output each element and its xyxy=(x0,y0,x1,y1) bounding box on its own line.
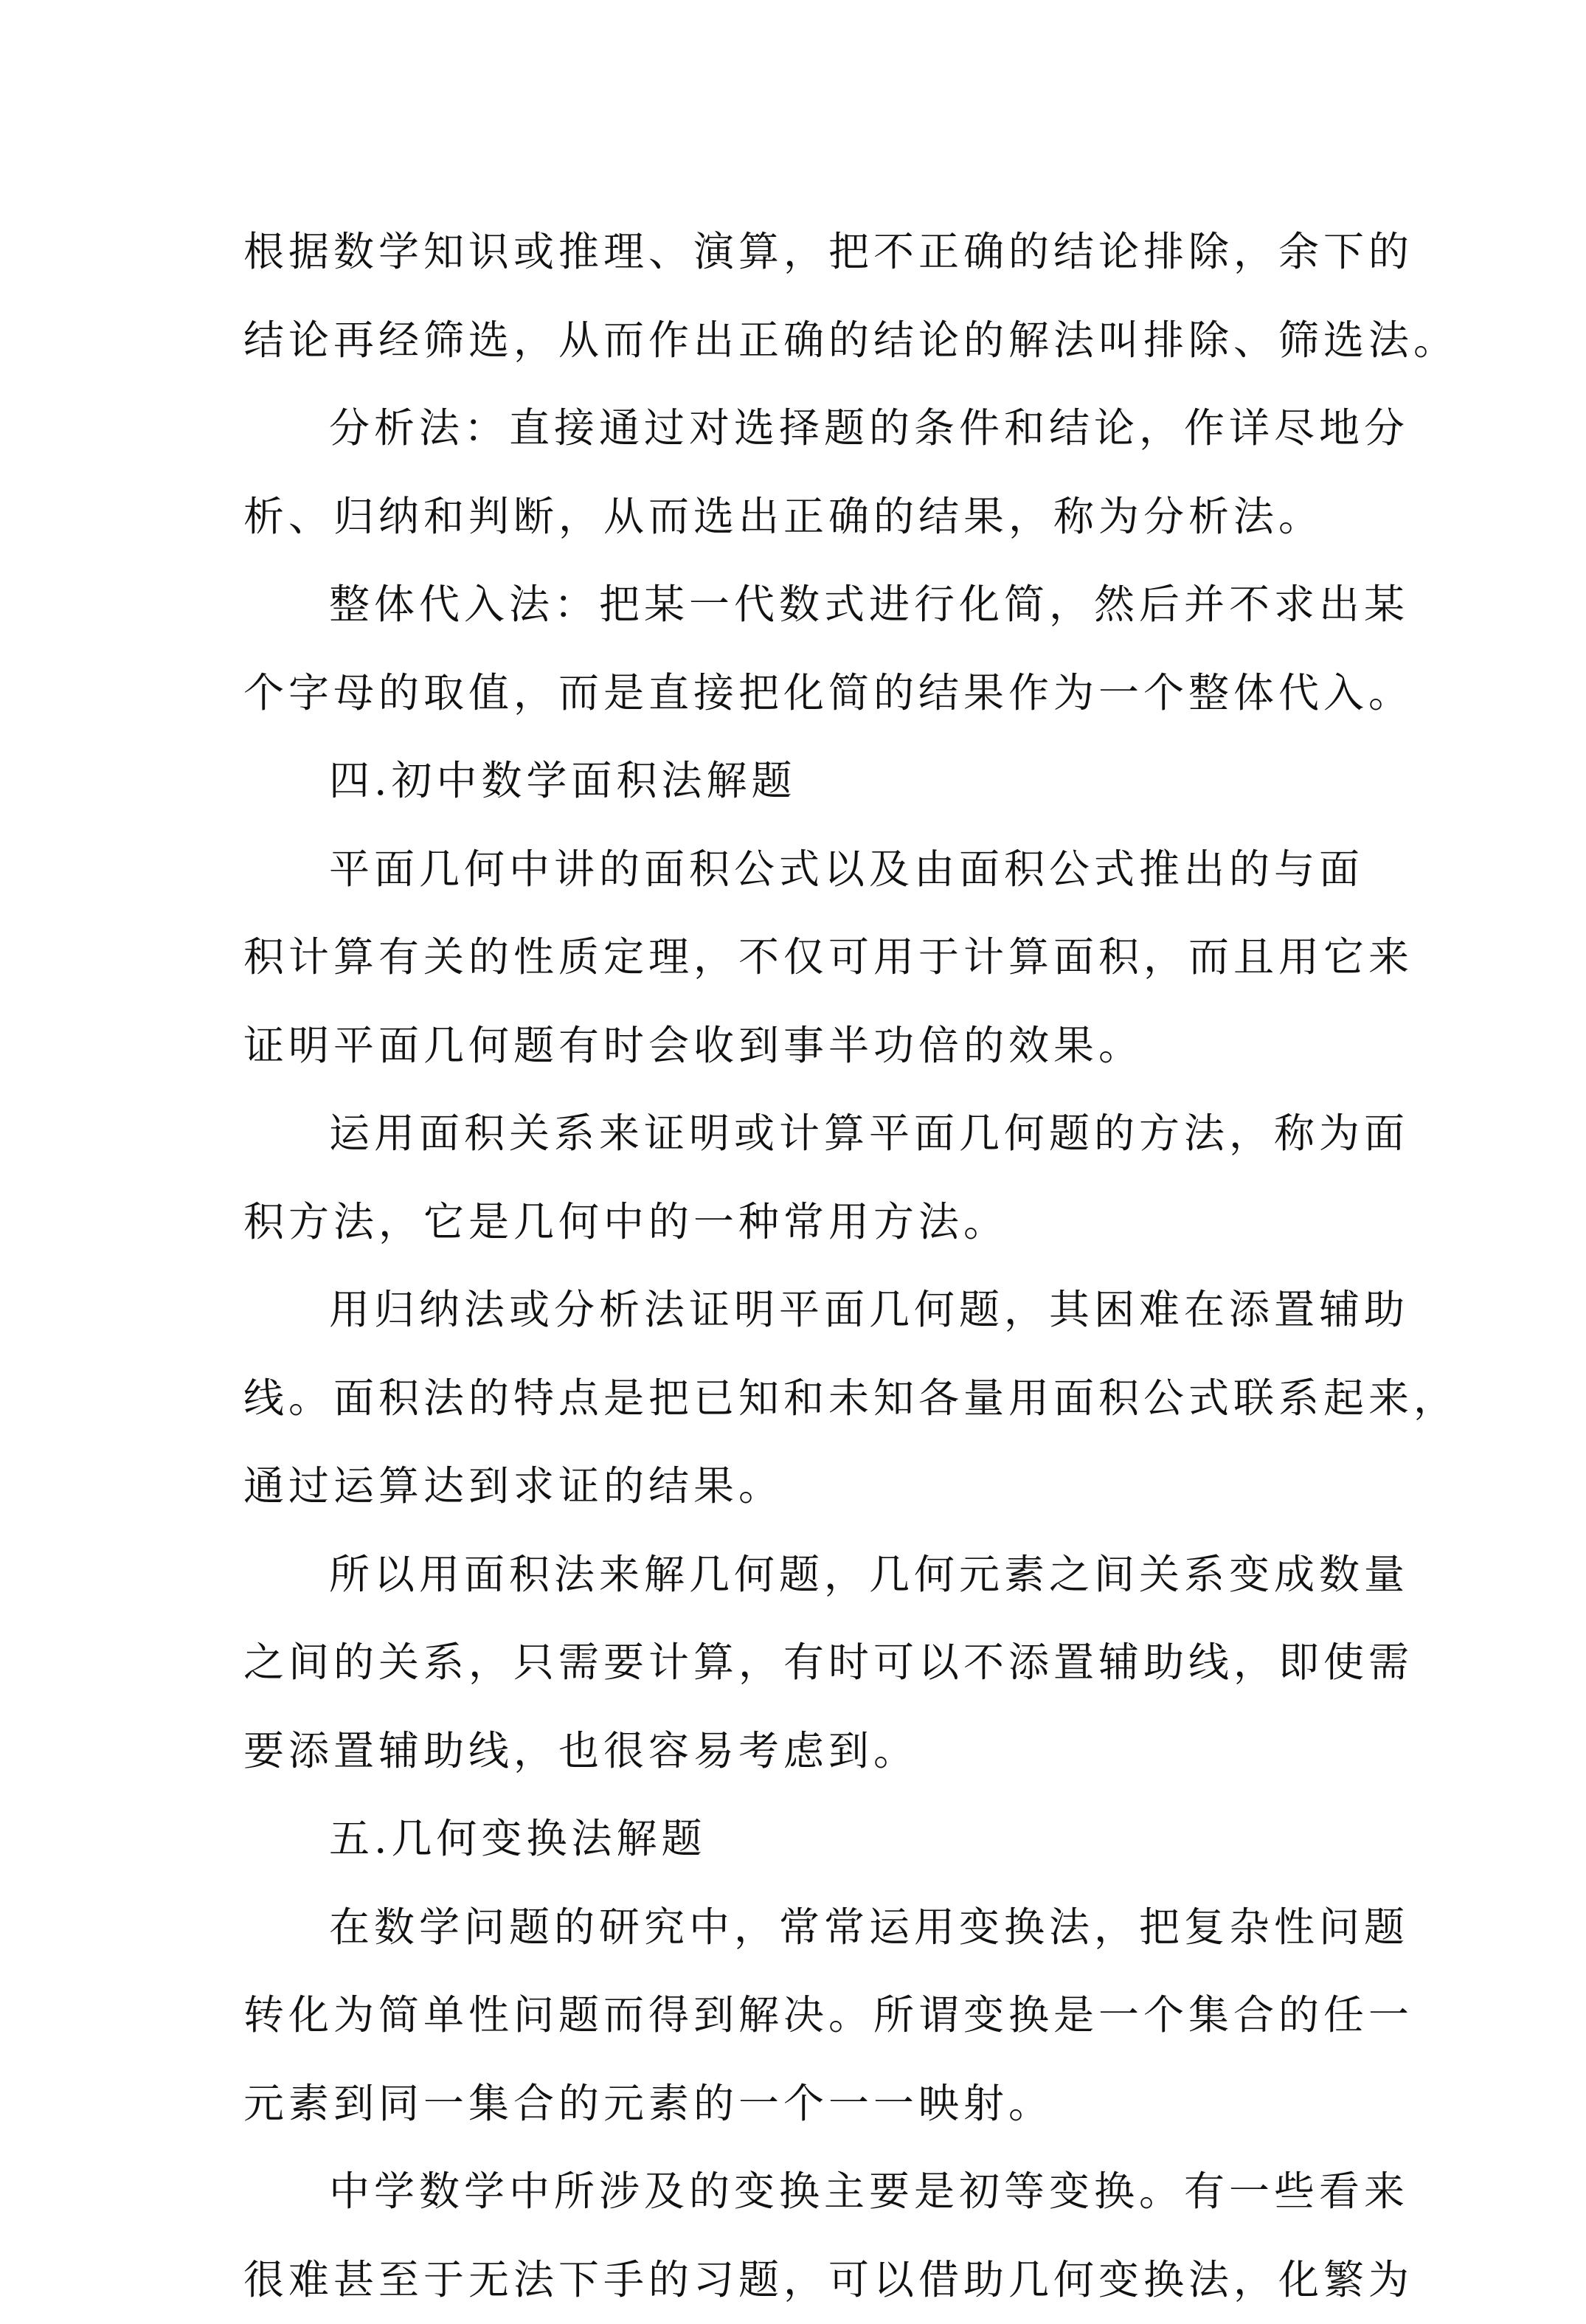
text-line: 平面几何中讲的面积公式以及由面积公式推出的与面 xyxy=(243,826,1357,914)
text-line: 之间的关系，只需要计算，有时可以不添置辅助线，即使需 xyxy=(243,1619,1357,1707)
text-line: 分析法：直接通过对选择题的条件和结论，作详尽地分 xyxy=(243,384,1357,473)
text-line: 中学数学中所涉及的变换主要是初等变换。有一些看来 xyxy=(243,2148,1357,2236)
text-line: 要添置辅助线，也很容易考虑到。 xyxy=(243,1707,1357,1796)
document-body xyxy=(243,208,1357,2324)
text-line: 运用面积关系来证明或计算平面几何题的方法，称为面 xyxy=(243,1090,1357,1178)
text-line: 整体代入法：把某一代数式进行化简，然后并不求出某 xyxy=(243,561,1357,649)
text-line: 在数学问题的研究中，常常运用变换法，把复杂性问题 xyxy=(243,1884,1357,1972)
text-line: 通过运算达到求证的结果。 xyxy=(243,1442,1357,1531)
text-line: 线。面积法的特点是把已知和未知各量用面积公式联系起来， xyxy=(243,1355,1357,1443)
text-line: 所以用面积法来解几何题，几何元素之间关系变成数量 xyxy=(243,1531,1357,1619)
text-line: 个字母的取值，而是直接把化简的结果作为一个整体代入。 xyxy=(243,649,1357,738)
text-line: 证明平面几何题有时会收到事半功倍的效果。 xyxy=(243,1002,1357,1090)
section-heading: 四.初中数学面积法解题 xyxy=(243,737,1357,826)
text-line: 转化为简单性问题而得到解决。所谓变换是一个集合的任一 xyxy=(243,1971,1357,2060)
text-line: 积方法，它是几何中的一种常用方法。 xyxy=(243,1178,1357,1267)
text-line: 元素到同一集合的元素的一个一一映射。 xyxy=(243,2060,1357,2148)
text-line: 用归纳法或分析法证明平面几何题，其困难在添置辅助 xyxy=(243,1266,1357,1355)
text-line: 结论再经筛选，从而作出正确的结论的解法叫排除、筛选法。 xyxy=(243,297,1357,385)
text-line: 积计算有关的性质定理，不仅可用于计算面积，而且用它来 xyxy=(243,913,1357,1002)
text-line: 根据数学知识或推理、演算，把不正确的结论排除，余下的 xyxy=(243,208,1357,297)
text-line: 很难甚至于无法下手的习题，可以借助几何变换法，化繁为 xyxy=(243,2236,1357,2324)
text-line: 析、归纳和判断，从而选出正确的结果，称为分析法。 xyxy=(243,473,1357,561)
section-heading: 五.几何变换法解题 xyxy=(243,1795,1357,1884)
